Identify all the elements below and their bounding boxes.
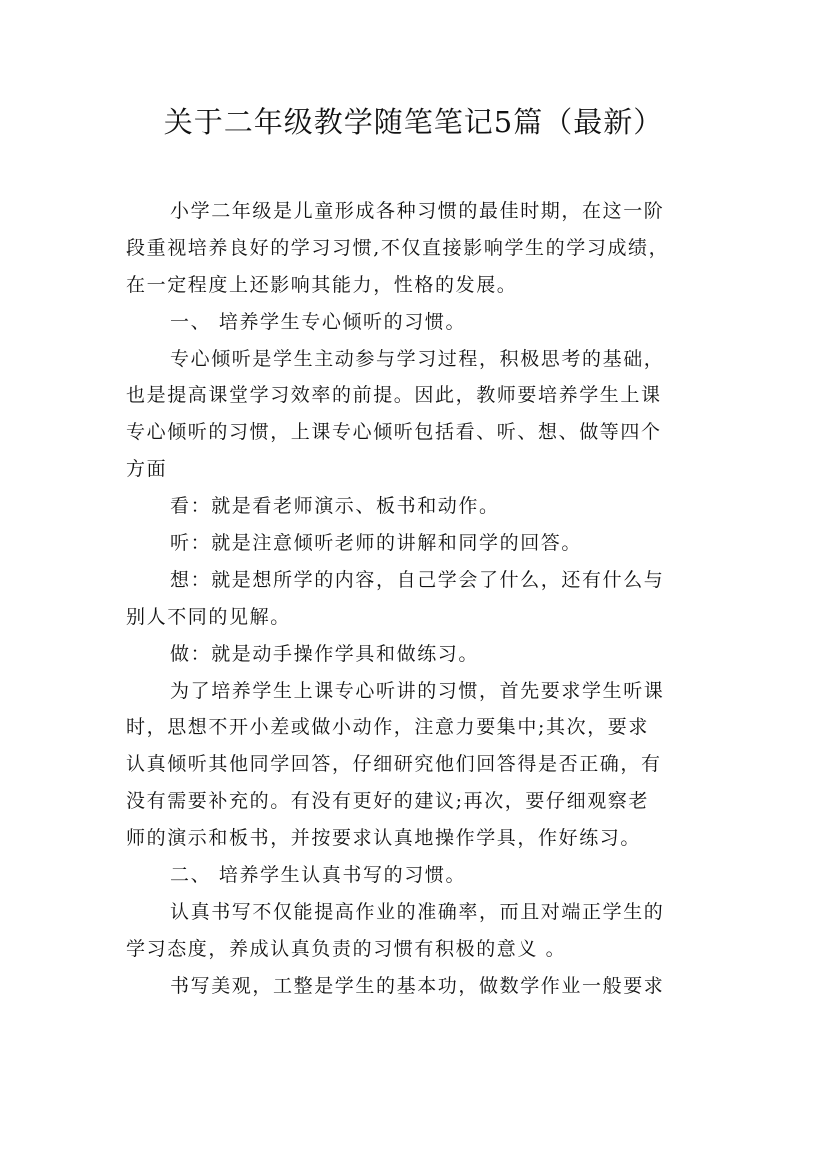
- section-heading: 二、 培养学生认真书写的习惯。: [170, 864, 467, 887]
- paragraph-line: 小学二年级是儿童形成各种习惯的最佳时期，在这一阶: [170, 200, 665, 222]
- paragraph-line: 段重视培养良好的学习习惯,不仅直接影响学生的学习成绩，: [126, 236, 670, 259]
- paragraph-line: 学习态度，养成认真负责的习惯有积极的意义 。: [126, 937, 567, 960]
- paragraph-line: 为了培养学生上课专心听讲的习惯，首先要求学生听课: [170, 679, 665, 702]
- section-heading: 一、 培养学生专心倾听的习惯。: [170, 310, 467, 333]
- paragraph-line: 方面: [126, 458, 168, 481]
- paragraph-line: 也是提高课堂学习效率的前提。因此，教师要培养学生上课: [126, 384, 662, 407]
- paragraph-line: 时，思想不开小差或做小动作，注意力要集中;其次，要求: [126, 716, 650, 739]
- paragraph-line: 看：就是看老师演示、板书和动作。: [170, 495, 500, 518]
- paragraph-line: 听：就是注意倾听老师的讲解和同学的回答。: [170, 532, 583, 555]
- document-title: 关于二年级教学随笔笔记5篇（最新）: [163, 105, 664, 139]
- paragraph-line: 想：就是想所学的内容，自己学会了什么，还有什么与: [170, 568, 665, 591]
- paragraph-line: 师的演示和板书，并按要求认真地操作学具，作好练习。: [126, 827, 642, 850]
- paragraph-line: 专心倾听的习惯，上课专心倾听包括看、听、想、做等四个: [126, 421, 662, 444]
- paragraph-line: 别人不同的见解。: [126, 605, 291, 628]
- paragraph-line: 书写美观，工整是学生的基本功，做数学作业一般要求: [170, 974, 665, 997]
- paragraph-line: 没有需要补充的。有没有更好的建议;再次，要仔细观察老: [126, 790, 650, 813]
- paragraph-line: 认真书写不仅能提高作业的准确率，而且对端正学生的: [170, 900, 665, 923]
- paragraph-line: 专心倾听是学生主动参与学习过程，积极思考的基础，: [170, 347, 665, 370]
- paragraph-line: 认真倾听其他同学回答，仔细研究他们回答得是否正确，有: [126, 753, 662, 776]
- paragraph-line: 做：就是动手操作学具和做练习。: [170, 642, 480, 665]
- paragraph-line: 在一定程度上还影响其能力，性格的发展。: [126, 273, 518, 296]
- document-body: [126, 193, 716, 1005]
